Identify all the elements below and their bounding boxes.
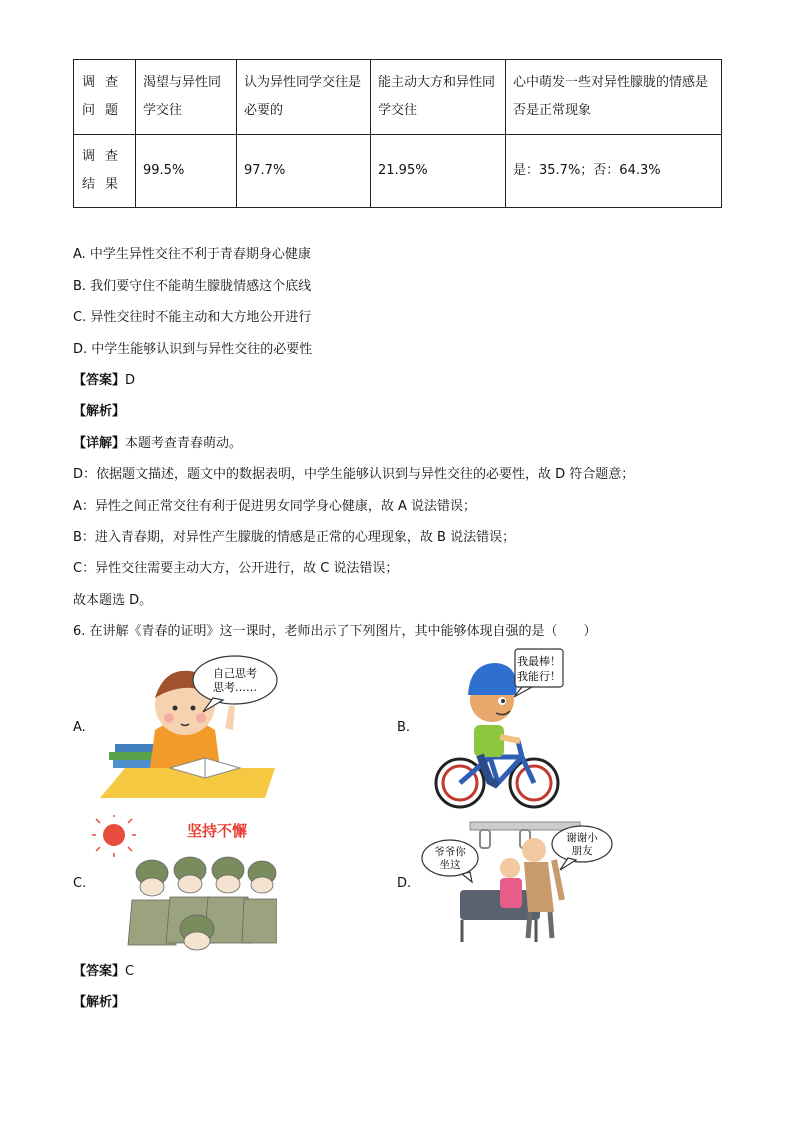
- picture-boy-on-bicycle: [430, 645, 565, 810]
- question-6-stem: 6. 在讲解《青春的证明》这一课时，老师出示了下列图片，其中能够体现自强的是（ ）: [73, 624, 597, 639]
- table-cell: 21.95%: [371, 135, 506, 208]
- answer-label: 【答案】: [73, 373, 126, 388]
- choice-d: D. 中学生能够认识到与异性交往的必要性: [73, 342, 313, 357]
- explanation-line: B：进入青春期，对异性产生朦胧的情感是正常的心理现象，故 B 说法错误；: [73, 530, 516, 545]
- analysis-label: 【解析】: [73, 995, 126, 1010]
- choice-c: C. 异性交往时不能主动和大方地公开进行: [73, 310, 312, 325]
- survey-table: [73, 59, 722, 208]
- detail-label: 【详解】: [73, 436, 126, 451]
- table-cell: 心中萌发一些对异性朦胧的情感是否是正常现象: [506, 60, 722, 135]
- choice-a: A. 中学生异性交往不利于青春期身心健康: [73, 247, 311, 262]
- table-cell: 调查结果: [74, 135, 136, 208]
- table-cell: 是：35.7%；否：64.3%: [506, 135, 722, 208]
- picture-offering-seat: [420, 820, 620, 945]
- bubble-text: 自己思考: [213, 667, 257, 680]
- choice-b: B. 我们要守住不能萌生朦胧情感这个底线: [73, 279, 312, 294]
- caption-text: 坚持不懈: [186, 822, 248, 840]
- bubble-text: 我能行！: [517, 670, 561, 683]
- answer-value: D: [125, 373, 136, 388]
- table-cell: 能主动大方和异性同学交往: [371, 60, 506, 135]
- detail-text: 本题考查青春萌动。: [125, 436, 243, 451]
- table-row: [74, 135, 722, 208]
- explanation-line: D：依据题文描述，题文中的数据表明，中学生能够认识到与异性交往的必要性，故 D 符合题意；: [73, 467, 635, 482]
- answer-line: [73, 962, 134, 982]
- table-cell: 97.7%: [237, 135, 371, 208]
- detail-line: [73, 434, 242, 454]
- table-cell: 认为异性同学交往是必要的: [237, 60, 371, 135]
- table-cell: 99.5%: [136, 135, 237, 208]
- explanation-line: 故本题选 D。: [73, 593, 153, 608]
- bubble-text: 朋友: [571, 845, 593, 857]
- bubble-text: 我最棒！: [517, 655, 561, 668]
- answer-label: 【答案】: [73, 964, 126, 979]
- bubble-text: 谢谢小: [566, 832, 598, 844]
- option-a-label: A.: [73, 720, 86, 735]
- explanation-line: C：异性交往需要主动大方，公开进行，故 C 说法错误；: [73, 561, 399, 576]
- table-cell: 调查问题: [74, 60, 136, 135]
- picture-thinking-student: [95, 650, 285, 800]
- bubble-text: 爷爷你: [434, 846, 466, 858]
- bubble-text: 思考……: [213, 681, 257, 694]
- option-b-label: B.: [397, 720, 411, 735]
- analysis-label: 【解析】: [73, 404, 126, 419]
- table-row: [74, 60, 722, 135]
- table-cell: 渴望与异性同学交往: [136, 60, 237, 135]
- option-d-label: D.: [397, 876, 412, 891]
- picture-soldiers-training: [92, 815, 277, 955]
- option-c-label: C.: [73, 876, 87, 891]
- answer-value: C: [125, 964, 135, 979]
- bubble-text: 坐这: [439, 859, 461, 871]
- answer-line: [73, 371, 135, 391]
- explanation-line: A：异性之间正常交往有利于促进男女同学身心健康，故 A 说法错误；: [73, 499, 477, 514]
